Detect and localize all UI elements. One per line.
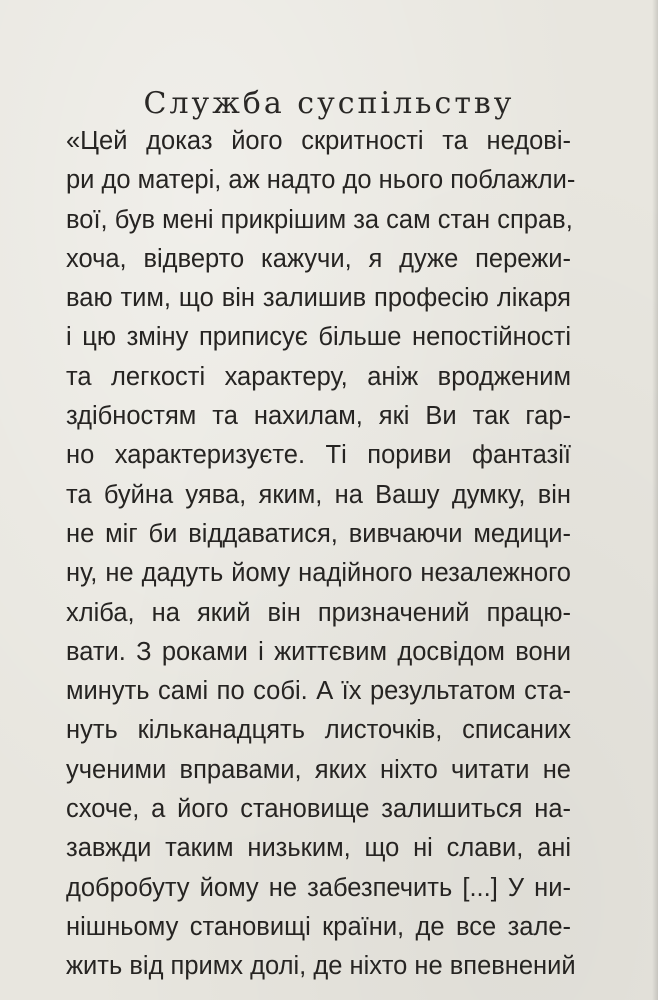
page-edge-shadow bbox=[652, 0, 658, 1000]
text-line: хоча, відверто кажучи, я дуже пережи- bbox=[66, 244, 571, 273]
text-line: не міг би віддаватися, вивчаючи медици- bbox=[66, 519, 571, 548]
text-line: добробуту йому не забезпечить [...] У ни- bbox=[66, 873, 571, 902]
text-line: здібностям та нахилам, які Ви так гар- bbox=[66, 402, 571, 431]
text-line: «Цей доказ його скритності та недові- bbox=[66, 127, 571, 155]
text-line: вати. З роками і життєвим досвідом вони bbox=[66, 637, 571, 666]
text-line: і цю зміну приписує більше непостійності bbox=[66, 323, 571, 352]
text-line: та легкості характеру, аніж вродженим bbox=[66, 362, 571, 391]
text-line: ри до матері, аж надто до нього поблажли- bbox=[66, 166, 576, 195]
body-text bbox=[66, 122, 576, 987]
text-line: схоче, а його становище залишиться на- bbox=[66, 795, 571, 824]
text-line: ваю тим, що він залишив професію лікаря bbox=[66, 284, 571, 313]
text-line: нішньому становищі країни, де все зале- bbox=[66, 912, 571, 941]
text-line: ученими вправами, яких ніхто читати не bbox=[66, 755, 571, 784]
text-line: ну, не дадуть йому надійного незалежного bbox=[66, 559, 571, 588]
text-line: та буйна уява, яким, на Вашу думку, він bbox=[66, 480, 571, 509]
text-line: нуть кільканадцять листочків, списаних bbox=[66, 716, 571, 745]
text-line: минуть самі по собі. А їх результатом ста- bbox=[66, 677, 571, 706]
text-line: но характеризуєте. Ті пориви фантазії bbox=[66, 441, 571, 470]
page-title: Служба суспільству bbox=[143, 86, 515, 122]
text-line: вої, був мені прикрішим за сам стан справ, bbox=[66, 205, 573, 234]
text-line: жить від примх долі, де ніхто не впевнений bbox=[66, 952, 576, 981]
text-line: хліба, на який він призначений працю- bbox=[66, 598, 571, 627]
text-line: завжди таким низьким, що ні слави, ані bbox=[66, 834, 571, 863]
